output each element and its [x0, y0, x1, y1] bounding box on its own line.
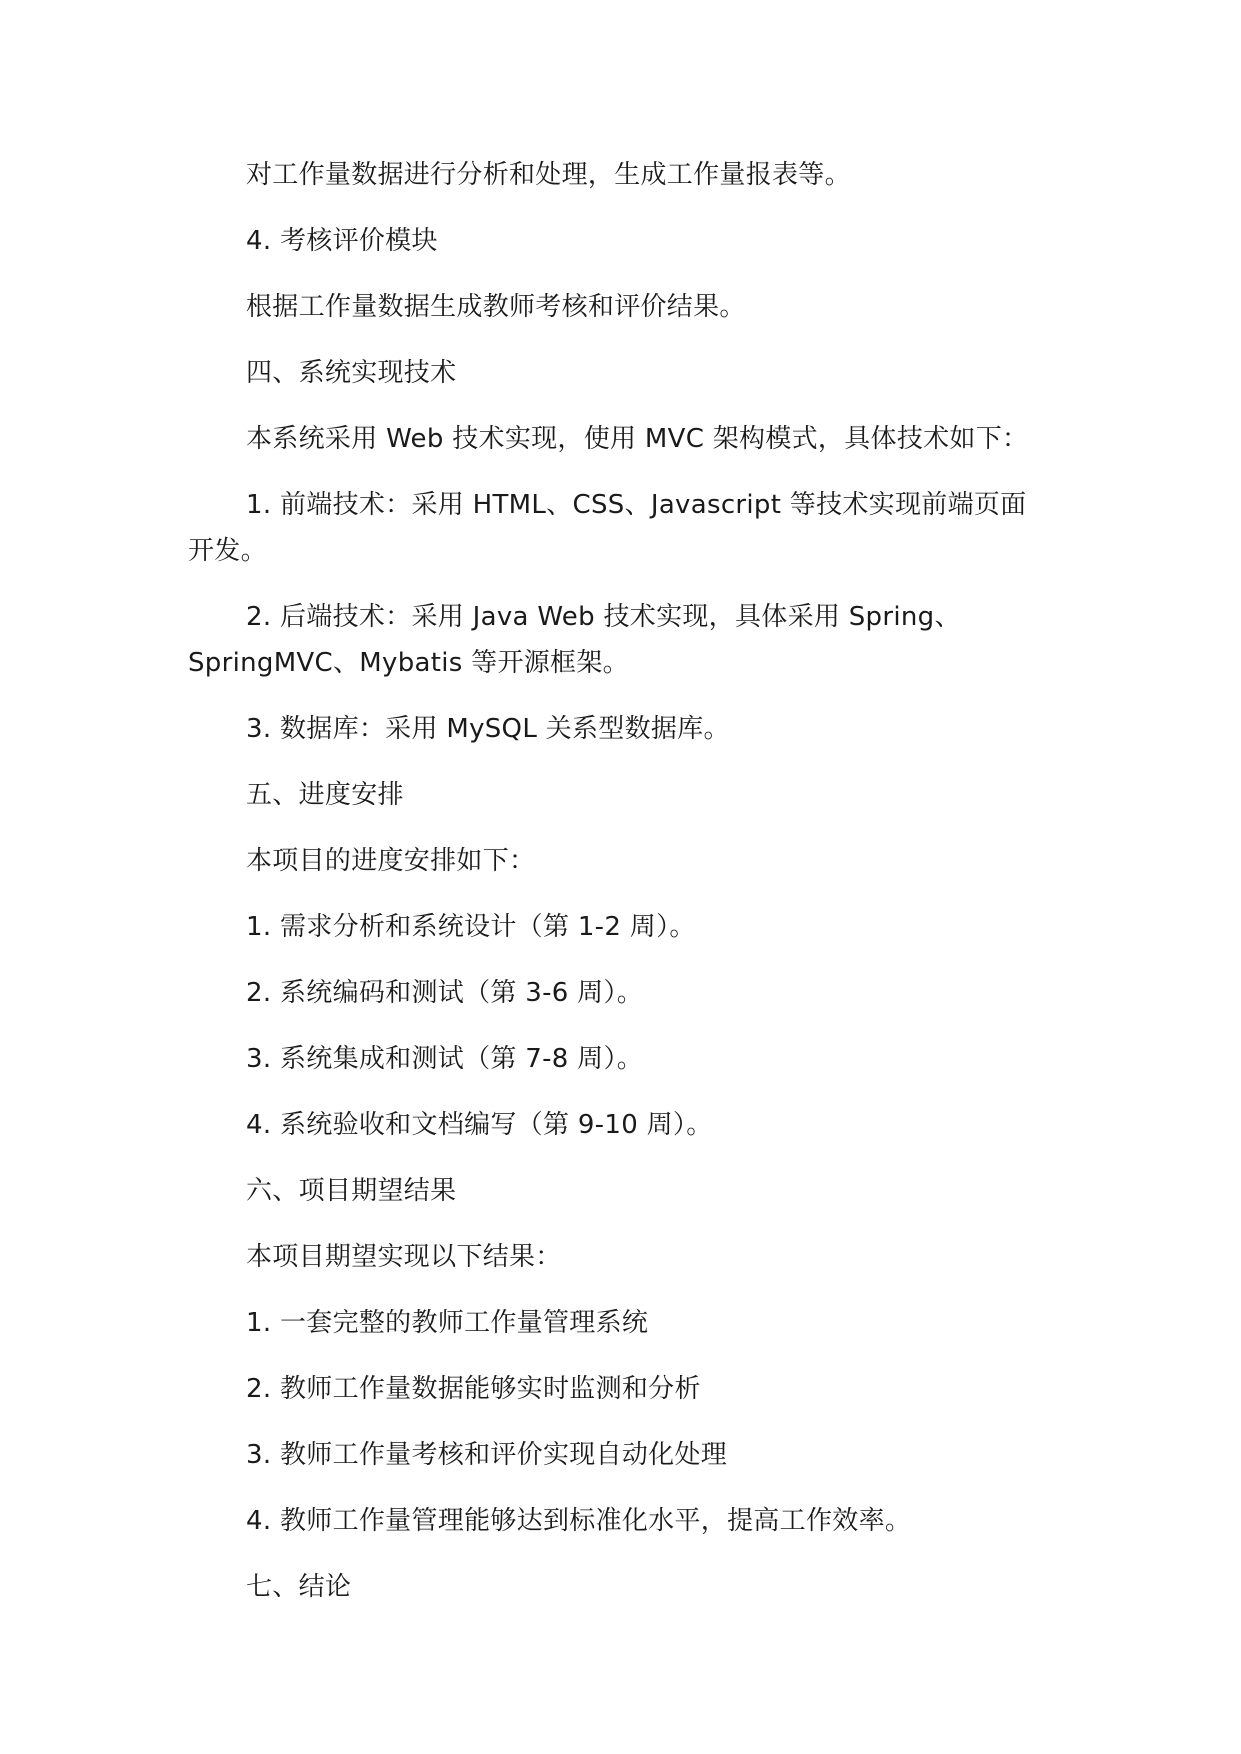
paragraph-evaluation-results: 根据工作量数据生成教师考核和评价结果。 [246, 292, 746, 322]
list-item-result-3: 3. 教师工作量考核和评价实现自动化处理 [246, 1440, 728, 1470]
list-item-result-4: 4. 教师工作量管理能够达到标准化水平，提高工作效率。 [246, 1506, 912, 1536]
list-item-schedule-3: 3. 系统集成和测试（第 7-8 周）。 [246, 1044, 644, 1074]
section-heading-schedule: 五、进度安排 [246, 780, 404, 810]
list-item-result-2: 2. 教师工作量数据能够实时监测和分析 [246, 1374, 701, 1404]
paragraph-schedule-intro: 本项目的进度安排如下： [246, 846, 536, 876]
section-heading-conclusion: 七、结论 [246, 1572, 352, 1602]
document-body [188, 152, 1048, 1610]
section-heading-implementation: 四、系统实现技术 [246, 358, 457, 388]
paragraph-results-intro: 本项目期望实现以下结果： [246, 1242, 562, 1272]
list-item-database: 3. 数据库：采用 MySQL 关系型数据库。 [246, 714, 730, 744]
list-item-schedule-2: 2. 系统编码和测试（第 3-6 周）。 [246, 978, 644, 1008]
list-item-schedule-1: 1. 需求分析和系统设计（第 1-2 周）。 [246, 912, 696, 942]
list-item-evaluation-module: 4. 考核评价模块 [246, 226, 438, 256]
list-item-frontend: 1. 前端技术：采用 HTML、CSS、Javascript 等技术实现前端页面开发。 [188, 490, 1027, 566]
paragraph-tech-intro: 本系统采用 Web 技术实现，使用 MVC 架构模式，具体技术如下： [246, 424, 1029, 454]
list-item-schedule-4: 4. 系统验收和文档编写（第 9-10 周）。 [246, 1110, 713, 1140]
section-heading-expected-results: 六、项目期望结果 [246, 1176, 457, 1206]
list-item-result-1: 1. 一套完整的教师工作量管理系统 [246, 1308, 649, 1338]
list-item-backend: 2. 后端技术：采用 Java Web 技术实现，具体采用 Spring、SpringMVC、Mybatis 等开源框架。 [188, 602, 961, 678]
paragraph-workload-analysis: 对工作量数据进行分析和处理，生成工作量报表等。 [246, 160, 851, 190]
